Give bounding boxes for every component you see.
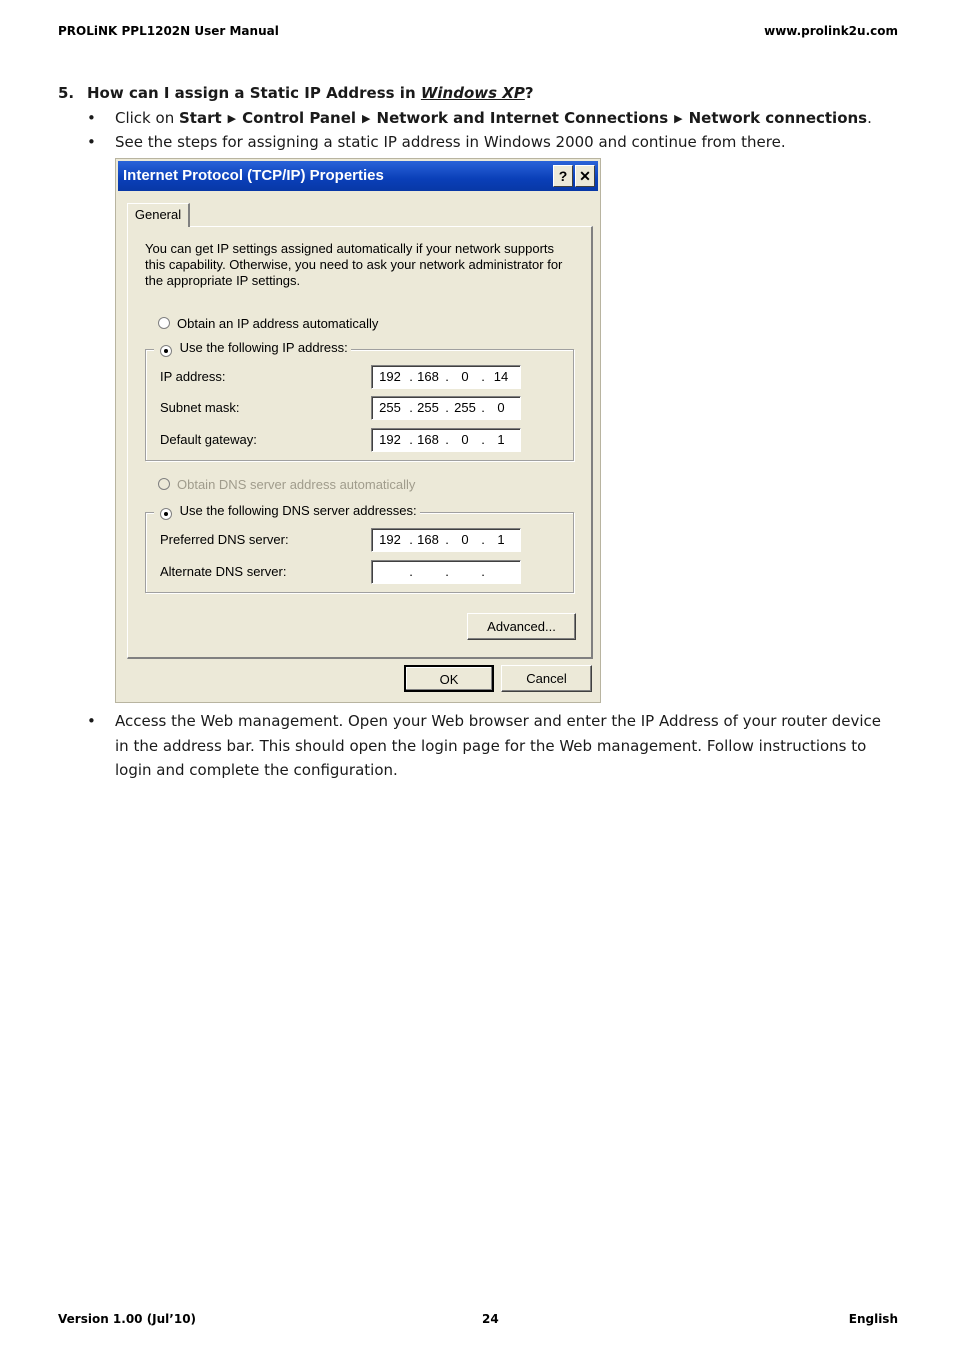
advanced-button[interactable]: Advanced... <box>467 613 576 640</box>
ip-separator: . <box>481 532 485 547</box>
dns1-octet-2: 168 <box>417 532 439 547</box>
page-number: 24 <box>482 1312 499 1326</box>
ip-separator: . <box>409 369 413 384</box>
ip-separator: . <box>409 532 413 547</box>
gateway-octet-1: 192 <box>379 432 401 447</box>
ip-separator: . <box>481 369 485 384</box>
bullet-click-path <box>115 106 895 133</box>
path-step-start: Start <box>178 109 222 127</box>
subnet-mask-field[interactable] <box>371 396 521 420</box>
preferred-dns-field[interactable] <box>371 528 521 552</box>
gateway-octet-2: 168 <box>417 432 439 447</box>
obtain-ip-auto-label: Obtain an IP address automatically <box>177 316 379 331</box>
ip-group-legend <box>154 340 351 355</box>
ip-octet-1: 192 <box>379 369 401 384</box>
footer-language: English <box>848 1312 898 1326</box>
bullet-marker: • <box>87 109 96 127</box>
subnet-mask-label: Subnet mask: <box>160 400 240 415</box>
dialog-title: Internet Protocol (TCP/IP) Properties <box>123 167 384 184</box>
dns1-octet-1: 192 <box>379 532 401 547</box>
bullet-marker: • <box>87 712 96 730</box>
header-title: PROLiNK PPL1202N User Manual <box>58 24 279 38</box>
dns-group-legend <box>154 503 420 518</box>
alternate-dns-field[interactable] <box>371 560 521 584</box>
bullet-text-suffix: . <box>867 109 872 127</box>
tab-general[interactable]: General <box>127 203 190 227</box>
help-button[interactable]: ? <box>553 165 573 187</box>
subnet-octet-2: 255 <box>417 400 439 415</box>
header-website: www.prolink2u.com <box>764 24 898 38</box>
ok-button[interactable]: OK <box>404 665 494 692</box>
close-button[interactable]: ✕ <box>575 165 595 187</box>
preferred-dns-label: Preferred DNS server: <box>160 532 289 547</box>
cancel-button[interactable]: Cancel <box>501 665 592 692</box>
ip-separator: . <box>445 532 449 547</box>
ip-address-label: IP address: <box>160 369 226 384</box>
use-ip-label: Use the following IP address: <box>179 340 348 355</box>
dns1-octet-3: 0 <box>461 532 469 547</box>
subnet-octet-4: 0 <box>497 400 505 415</box>
ip-separator: . <box>445 432 449 447</box>
ip-separator: . <box>481 432 485 447</box>
gateway-octet-3: 0 <box>461 432 469 447</box>
path-step-network-connections: Network connections <box>688 109 868 127</box>
ip-octet-2: 168 <box>417 369 439 384</box>
alternate-dns-label: Alternate DNS server: <box>160 564 287 579</box>
path-step-network-internet: Network and Internet Connections <box>376 109 669 127</box>
ip-separator: . <box>481 564 485 579</box>
use-ip-radio[interactable] <box>160 345 172 357</box>
obtain-ip-auto-radio[interactable] <box>158 317 170 329</box>
question-number: 5. <box>58 84 75 102</box>
bullet-windows-2000-steps: See the steps for assigning a static IP address in Windows 2000 and continue from there. <box>115 133 786 151</box>
bullet-text-prefix: Click on <box>115 109 179 127</box>
ip-separator: . <box>409 432 413 447</box>
default-gateway-field[interactable] <box>371 428 521 452</box>
question-os-name: Windows XP <box>420 84 525 102</box>
obtain-dns-auto-label: Obtain DNS server address automatically <box>177 477 416 492</box>
use-dns-radio[interactable] <box>160 508 172 520</box>
dialog-description: You can get IP settings assigned automatically if your network supports this capability. Otherwise, you need to ask your network administrator for the appropriate IP settings. <box>145 241 563 288</box>
path-step-control-panel: Control Panel <box>242 109 357 127</box>
dialog-titlebar <box>118 161 598 191</box>
ip-separator: . <box>445 369 449 384</box>
ip-separator: . <box>409 400 413 415</box>
bullet-marker: • <box>87 133 96 151</box>
question-mark: ? <box>524 84 534 102</box>
arrow-right-icon: ▶ <box>362 112 371 125</box>
obtain-dns-auto-radio[interactable] <box>158 478 170 490</box>
ip-address-field[interactable] <box>371 365 521 389</box>
tcpip-properties-dialog <box>115 158 601 703</box>
ip-octet-4: 14 <box>493 369 509 384</box>
arrow-right-icon: ▶ <box>227 112 237 125</box>
ip-separator: . <box>409 564 413 579</box>
subnet-octet-3: 255 <box>454 400 476 415</box>
footer-version: Version 1.00 (Jul’10) <box>58 1312 197 1326</box>
question-text: How can I assign a Static IP Address in <box>87 84 421 102</box>
ip-separator: . <box>481 400 485 415</box>
bullet-web-management: Access the Web management. Open your Web browser and enter the IP Address of your router device in the address bar. This should open the login page for the Web management. Follow instructions to login and complete the configuration. <box>115 712 882 779</box>
dns1-octet-4: 1 <box>497 532 505 547</box>
ip-separator: . <box>445 400 449 415</box>
use-dns-label: Use the following DNS server addresses: <box>179 503 417 518</box>
ip-separator: . <box>445 564 449 579</box>
question-heading <box>58 84 534 102</box>
ip-octet-3: 0 <box>461 369 469 384</box>
default-gateway-label: Default gateway: <box>160 432 257 447</box>
subnet-octet-1: 255 <box>379 400 401 415</box>
gateway-octet-4: 1 <box>497 432 505 447</box>
arrow-right-icon: ▶ <box>674 112 683 125</box>
